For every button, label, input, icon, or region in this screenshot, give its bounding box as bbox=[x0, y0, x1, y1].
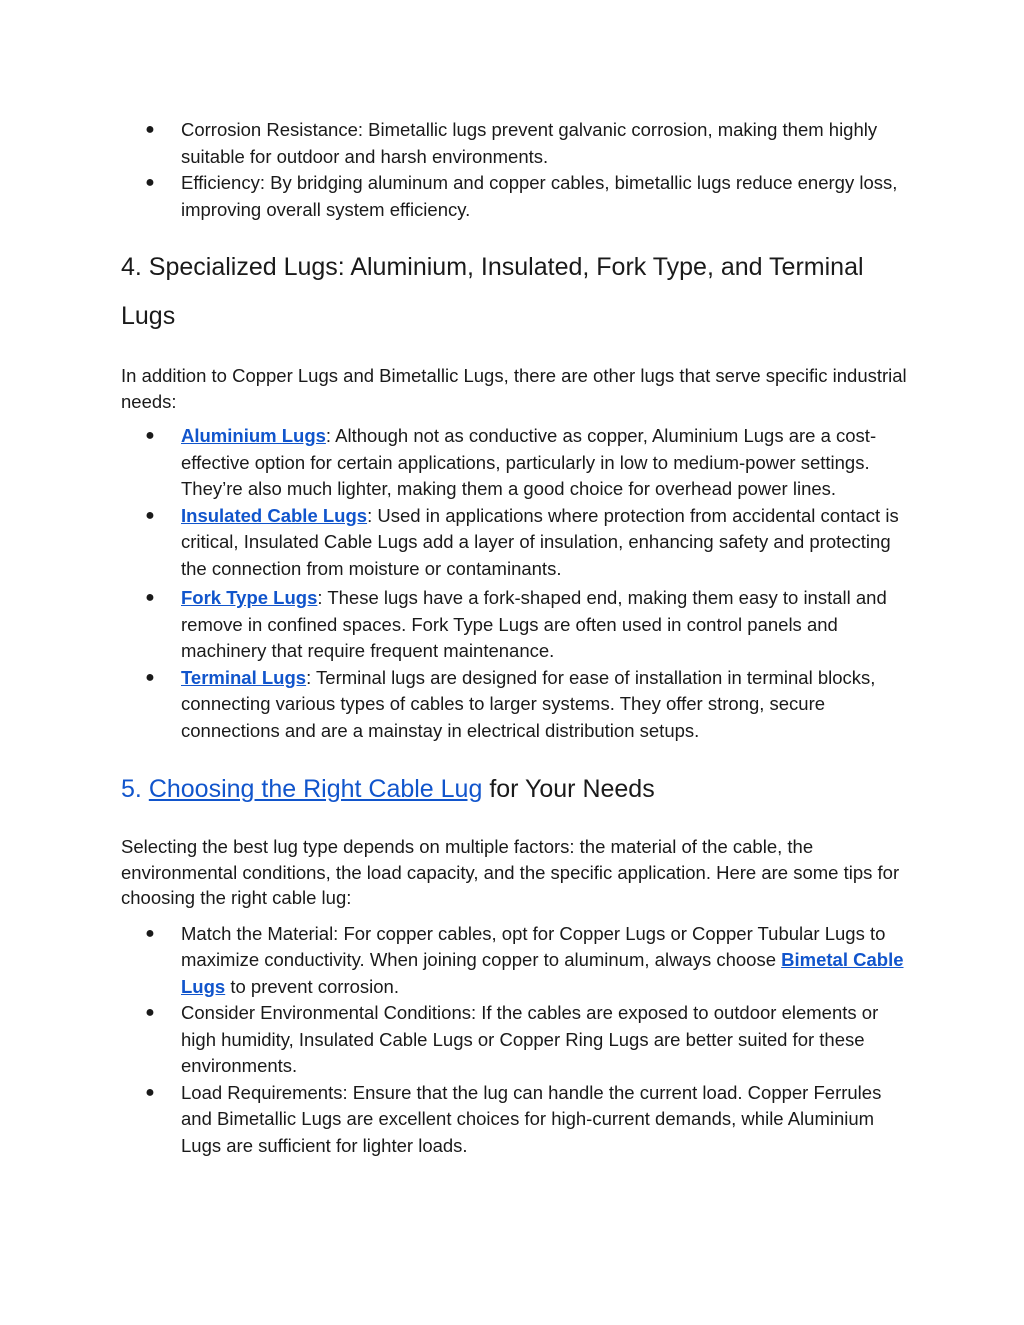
section-5-heading bbox=[121, 772, 911, 806]
list-item bbox=[145, 665, 911, 745]
bimetal-cable-lugs-link[interactable]: Bimetal Cable Lugs bbox=[181, 949, 904, 997]
section-5-intro: Selecting the best lug type depends on multiple factors: the material of the cable, the environmental conditions, the load capacity, and the specific application. Here are some tips for choosing the right cable lug: bbox=[121, 836, 900, 908]
aluminium-lugs-link[interactable]: Aluminium Lugs bbox=[181, 425, 326, 446]
bullet-icon: ● bbox=[145, 174, 155, 191]
list-item-text: Consider Environmental Conditions: If the cables are exposed to outdoor elements or high humidity, Insulated Cable Lugs or Copper Ring Lugs are better suited for these environments. bbox=[181, 1002, 879, 1076]
list-item bbox=[145, 921, 911, 1001]
list-item-text: : Although not as conductive as copper, Aluminium Lugs are a cost-effective option for certain applications, particularly in low to medium-power settings. They’re also much lighter, making them a good choice for overhead power lines. bbox=[181, 425, 877, 499]
section-4-heading: 4. Specialized Lugs: Aluminium, Insulated, Fork Type, and Terminal Lugs bbox=[121, 253, 864, 330]
bullet-icon: ● bbox=[145, 589, 155, 606]
list-item-text: Corrosion Resistance: Bimetallic lugs prevent galvanic corrosion, making them highly suitable for outdoor and harsh environments. bbox=[181, 119, 878, 167]
list-item bbox=[145, 1000, 911, 1080]
bullet-icon: ● bbox=[145, 1004, 155, 1021]
section-5-heading-rest: for Your Needs bbox=[482, 775, 655, 803]
bullet-icon: ● bbox=[145, 1083, 155, 1101]
list-item bbox=[145, 585, 911, 665]
insulated-cable-lugs-link[interactable]: Insulated Cable Lugs bbox=[181, 504, 368, 526]
fork-type-lugs-link[interactable]: Fork Type Lugs bbox=[181, 587, 318, 608]
list-item bbox=[145, 423, 911, 503]
terminal-lugs-link[interactable]: Terminal Lugs bbox=[181, 666, 307, 688]
tips-list bbox=[121, 921, 911, 1160]
bullet-icon: ● bbox=[145, 668, 155, 686]
list-item bbox=[145, 503, 911, 583]
list-item-text: Load Requirements: Ensure that the lug can handle the current load. Copper Ferrules and Bimetallic Lugs are excellent choices for high-current demands, while Aluminium Lugs are sufficient for lighter loads. bbox=[181, 1081, 882, 1156]
bullet-icon: ● bbox=[145, 924, 155, 942]
list-item-text: : Used in applications where protection from accidental contact is critical, Insulated Cable Lugs add a layer of insulation, enhancing safety and protecting the connection from moisture or contaminants. bbox=[181, 504, 899, 579]
document-content bbox=[121, 117, 911, 1159]
list-item-text: Efficiency: By bridging aluminum and copper cables, bimetallic lugs reduce energy loss, improving overall system efficiency. bbox=[181, 172, 898, 220]
section-4-intro: In addition to Copper Lugs and Bimetallic Lugs, there are other lugs that serve specific industrial needs: bbox=[121, 365, 907, 412]
list-item-text: : These lugs have a fork-shaped end, making them easy to install and remove in confined spaces. Fork Type Lugs are often used in control panels and machinery that require frequent maintenance. bbox=[181, 587, 887, 661]
benefits-list bbox=[121, 117, 911, 223]
choosing-right-cable-lug-link[interactable]: Choosing the Right Cable Lug bbox=[148, 775, 483, 803]
list-item bbox=[145, 1080, 911, 1160]
list-item-text: Match the Material: For copper cables, opt for Copper Lugs or Copper Tubular Lugs to maximize conductivity. When joining copper to aluminum, always choose bbox=[181, 922, 886, 970]
section-5-number: 5. bbox=[121, 775, 142, 803]
list-item-text: to prevent corrosion. bbox=[225, 975, 399, 997]
list-item-text: : Terminal lugs are designed for ease of installation in terminal blocks, connecting various types of cables to larger systems. They offer strong, secure connections and are a mainstay in electrical distribution setups. bbox=[181, 666, 876, 741]
specialized-lugs-list bbox=[121, 423, 911, 744]
bullet-icon: ● bbox=[145, 427, 155, 444]
list-item bbox=[145, 170, 911, 223]
list-item bbox=[145, 117, 911, 170]
bullet-icon: ● bbox=[145, 121, 155, 138]
bullet-icon: ● bbox=[145, 506, 155, 524]
